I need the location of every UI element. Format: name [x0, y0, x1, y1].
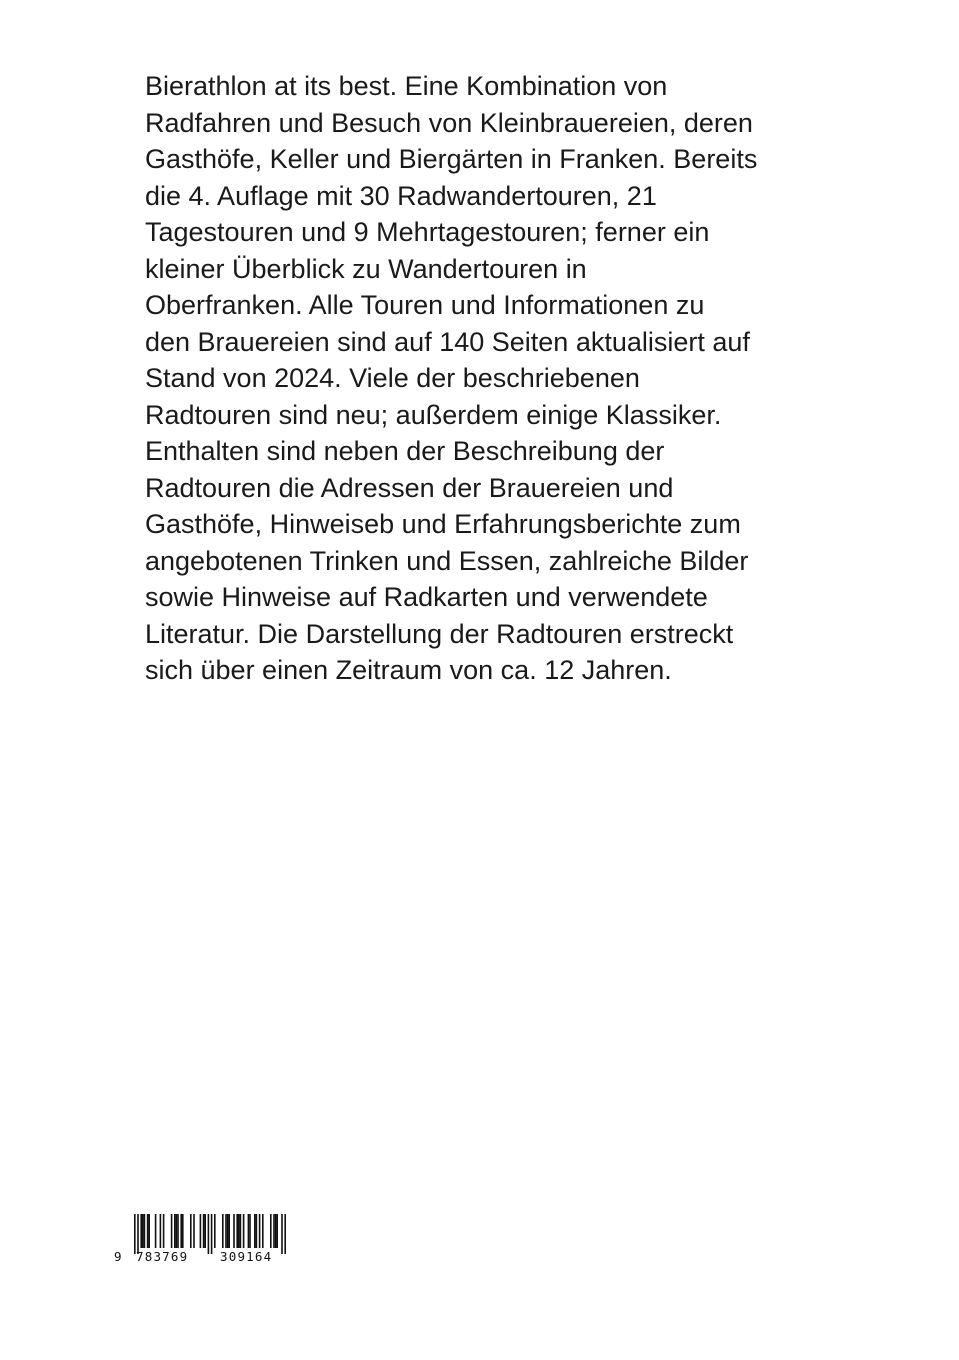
description-line: sowie Hinweise auf Radkarten und verwendete [145, 582, 708, 612]
barcode-bar [240, 1214, 242, 1248]
barcode-bar [193, 1214, 195, 1248]
barcode-bar [225, 1214, 227, 1248]
barcode-bar [256, 1214, 258, 1248]
barcode-bar [262, 1214, 264, 1248]
description-line: Gasthöfe, Hinweiseb und Erfahrungsberichte zum [145, 509, 741, 539]
barcode-bar [249, 1214, 251, 1248]
description-line: die 4. Auflage mit 30 Radwandertouren, 21 [145, 180, 657, 211]
barcode-bar [182, 1214, 184, 1248]
barcode-bar [236, 1214, 238, 1248]
barcode-bar [227, 1214, 229, 1248]
barcode-bar [204, 1214, 206, 1248]
description-line: sich über einen Zeitraum von ca. 12 Jahren. [145, 655, 672, 685]
description-line: angebotenen Trinken und Essen, zahlreiche Bilder [145, 545, 749, 576]
description-line: Radtouren sind neu; außerdem einige Klassiker. [145, 399, 722, 430]
barcode-bar [273, 1214, 275, 1248]
barcode-guard-bar [211, 1214, 213, 1254]
description-line: Tagestouren und 9 Mehrtagestouren; ferner ein [145, 217, 710, 247]
barcode-bar [248, 1214, 250, 1248]
description-line: Stand von 2024. Viele der beschriebenen [145, 363, 640, 393]
barcode-bar [276, 1214, 278, 1248]
barcode-guard-bar [137, 1214, 139, 1254]
barcode-bar [228, 1214, 230, 1248]
barcode-bar [222, 1214, 224, 1248]
description-line: Gasthöfe, Keller und Biergärten in Franken. Bereits [145, 144, 758, 174]
barcode-bar [163, 1214, 165, 1248]
barcode-bar [140, 1214, 142, 1248]
barcode-guard-bar [284, 1214, 286, 1254]
barcode-icon [112, 1214, 297, 1254]
barcode-bar [200, 1214, 202, 1248]
description-line: Bierathlon at its best. Eine Kombination von [145, 71, 668, 101]
description-line: Enthalten sind neben der Beschreibung der [145, 436, 665, 466]
barcode-bar [174, 1214, 176, 1248]
barcode-guard-bar [134, 1214, 136, 1254]
barcode-bar [155, 1214, 157, 1248]
isbn-barcode [112, 1214, 297, 1268]
barcode-bar [190, 1214, 192, 1248]
barcode-guard-bar [208, 1214, 210, 1254]
barcode-bar [160, 1214, 162, 1248]
barcode-bar [142, 1214, 144, 1248]
barcode-bar [254, 1214, 256, 1248]
barcode-bar [203, 1214, 205, 1248]
description-line: den Brauereien sind auf 140 Seiten aktualisiert auf [145, 326, 750, 357]
description-line: Literatur. Die Darstellung der Radtouren erstreckt [145, 618, 734, 649]
barcode-bar [259, 1214, 261, 1248]
description-line: Oberfranken. Alle Touren und Informationen zu [145, 290, 705, 320]
description-line: Radfahren und Besuch von Kleinbrauereien, deren [145, 107, 753, 138]
barcode-guard-bar [281, 1214, 283, 1254]
barcode-bar [148, 1214, 150, 1248]
barcode-lead-digit: 9 [114, 1249, 122, 1264]
barcode-bar [275, 1214, 277, 1248]
barcode-bar [171, 1214, 173, 1248]
barcode-bar [147, 1214, 149, 1248]
barcode-left-digits: 783769 [136, 1249, 189, 1264]
barcode-bar [144, 1214, 146, 1248]
barcode-right-digits: 309164 [220, 1249, 273, 1264]
barcode-bar [180, 1214, 182, 1248]
barcode-bar [214, 1214, 216, 1248]
barcode-bar [233, 1214, 235, 1248]
description-line: Radtouren die Adressen der Brauereien und [145, 472, 674, 503]
barcode-bar [243, 1214, 245, 1248]
barcode-bar [177, 1214, 179, 1248]
barcode-bar [270, 1214, 272, 1248]
book-description [145, 68, 845, 689]
description-line: kleiner Überblick zu Wandertouren in [145, 253, 587, 284]
barcode-bar [176, 1214, 178, 1248]
barcode-bar [238, 1214, 240, 1248]
